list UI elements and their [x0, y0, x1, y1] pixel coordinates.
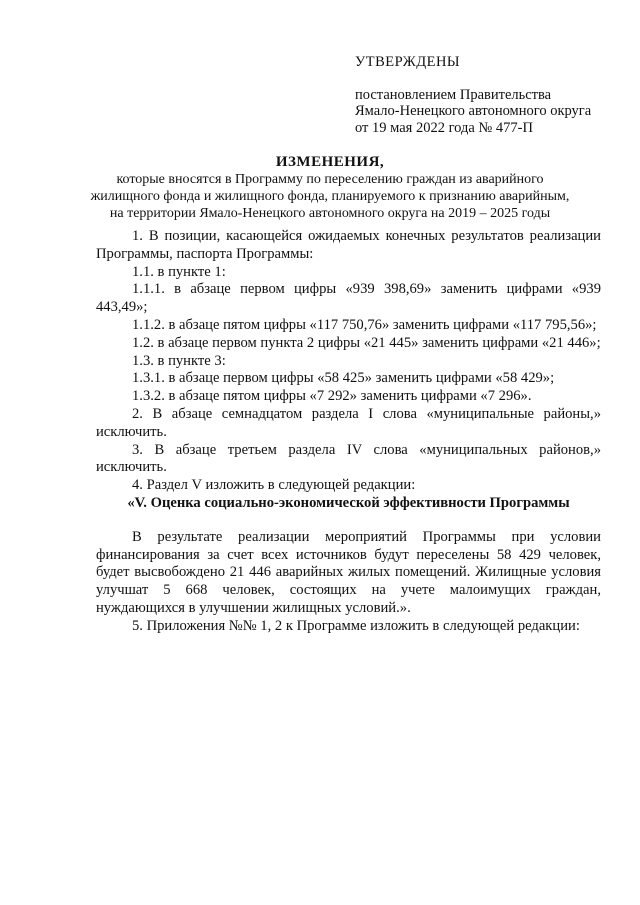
approval-line: Ямало-Ненецкого автономного округа [355, 103, 592, 119]
paragraph-1-2: 1.2. в абзаце первом пункта 2 цифры «21 445» заменить цифрами «21 446»; [132, 334, 601, 351]
paragraph-1-3: 1.3. в пункте 3: [132, 352, 226, 369]
document-heading: ИЗМЕНЕНИЯ, [275, 154, 385, 170]
section-v-heading: «V. Оценка социально-экономической эффективности Программы [127, 494, 570, 511]
paragraph-1-3-1: 1.3.1. в абзаце первом цифры «58 425» заменить цифрами «58 429»; [132, 370, 555, 387]
spacer [96, 513, 601, 529]
approval-line: от 19 мая 2022 года № 477-П [355, 119, 533, 136]
document-body [96, 228, 601, 636]
paragraph-1-3-2: 1.3.2. в абзаце пятом цифры «7 292» заменить цифрами «7 296». [132, 388, 532, 405]
paragraph-1-1: 1.1. в пункте 1: [132, 263, 226, 280]
title-block [60, 154, 600, 222]
approval-block [355, 54, 591, 136]
paragraph-1: 1. В позиции, касающейся ожидаемых конечных результатов реализации Программы, паспорта Программы: [96, 228, 601, 262]
paragraph-1-1-2: 1.1.2. в абзаце пятом цифры «117 750,76» заменить цифрами «117 795,56»; [132, 316, 597, 333]
subtitle-line: которые вносятся в Программу по переселению граждан из аварийного [116, 172, 544, 187]
paragraph-1-1-1: 1.1.1. в абзаце первом цифры «939 398,69» заменить цифрами «939 443,49»; [96, 281, 601, 316]
section-v-text: В результате реализации мероприятий Программы при условии финансирования за счет всех источников будут переселены 58 429 человек, будет высвобождено 21 446 аварийных жилых помещений. Жилищные условия улучшат 5 668 человек, состоящих на учете малоимущих граждан, нуждающихся в улучшении жилищных условий.». [96, 528, 601, 616]
paragraph-4: 4. Раздел V изложить в следующей редакции: [132, 477, 416, 494]
subtitle-line: на территории Ямало-Ненецкого автономного округа на 2019 – 2025 годы [109, 206, 551, 221]
approval-label: УТВЕРЖДЕНЫ [355, 54, 461, 70]
paragraph-5: 5. Приложения №№ 1, 2 к Программе изложить в следующей редакции: [132, 617, 580, 634]
approval-line: постановлением Правительства [355, 86, 552, 103]
subtitle-line: жилищного фонда и жилищного фонда, планируемого к признанию аварийным, [90, 189, 570, 204]
paragraph-2: 2. В абзаце семнадцатом раздела I слова «муниципальные районы,» исключить. [96, 405, 601, 440]
paragraph-3: 3. В абзаце третьем раздела IV слова «муниципальных районов,» исключить. [96, 441, 601, 476]
